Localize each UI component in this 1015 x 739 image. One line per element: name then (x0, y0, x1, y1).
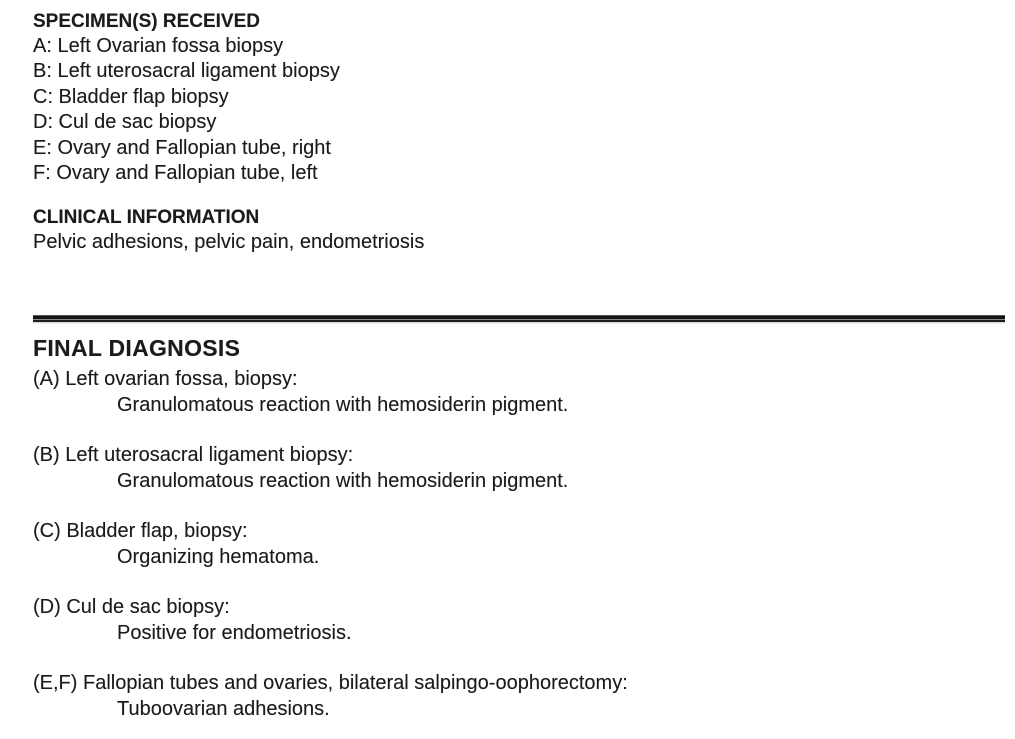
specimen-item-a: A: Left Ovarian fossa biopsy (33, 35, 284, 57)
diagnosis-specimen-label: (A) Left ovarian fossa, biopsy: (33, 367, 298, 390)
diagnosis-entry-b (33, 442, 1005, 494)
specimen-item-c: C: Bladder flap biopsy (33, 85, 229, 108)
clinical-information-text: Pelvic adhesions, pelvic pain, endometriosis (33, 231, 425, 254)
diagnosis-entry-a (33, 366, 1005, 418)
final-diagnosis-section (33, 335, 1005, 722)
diagnosis-finding: Organizing hematoma. (117, 545, 320, 568)
diagnosis-specimen-label: (E,F) Fallopian tubes and ovaries, bilateral salpingo-oophorectomy: (33, 671, 628, 694)
diagnosis-entry-c (33, 518, 1005, 570)
specimen-item-d: D: Cul de sac biopsy (33, 111, 217, 134)
clinical-information-section (33, 205, 1005, 255)
diagnosis-finding: Positive for endometriosis. (117, 621, 352, 644)
section-divider (33, 315, 1005, 324)
specimens-received-heading: SPECIMEN(S) RECEIVED (33, 11, 260, 32)
specimen-item-f: F: Ovary and Fallopian tube, left (33, 162, 318, 185)
diagnosis-entry-ef (33, 670, 1005, 722)
specimens-received-section (33, 9, 1005, 186)
diagnosis-finding: Granulomatous reaction with hemosiderin pigment. (117, 469, 569, 492)
diagnosis-specimen-label: (C) Bladder flap, biopsy: (33, 519, 248, 542)
diagnosis-finding: Tuboovarian adhesions. (117, 697, 330, 720)
final-diagnosis-heading: FINAL DIAGNOSIS (33, 334, 241, 361)
specimen-item-b: B: Left uterosacral ligament biopsy (33, 60, 340, 83)
diagnosis-specimen-label: (B) Left uterosacral ligament biopsy: (33, 443, 354, 466)
diagnosis-specimen-label: (D) Cul de sac biopsy: (33, 595, 230, 618)
diagnosis-entry-d (33, 594, 1005, 646)
specimen-item-e: E: Ovary and Fallopian tube, right (33, 136, 331, 159)
diagnosis-finding: Granulomatous reaction with hemosiderin pigment. (117, 393, 569, 416)
clinical-information-heading: CLINICAL INFORMATION (33, 207, 260, 229)
